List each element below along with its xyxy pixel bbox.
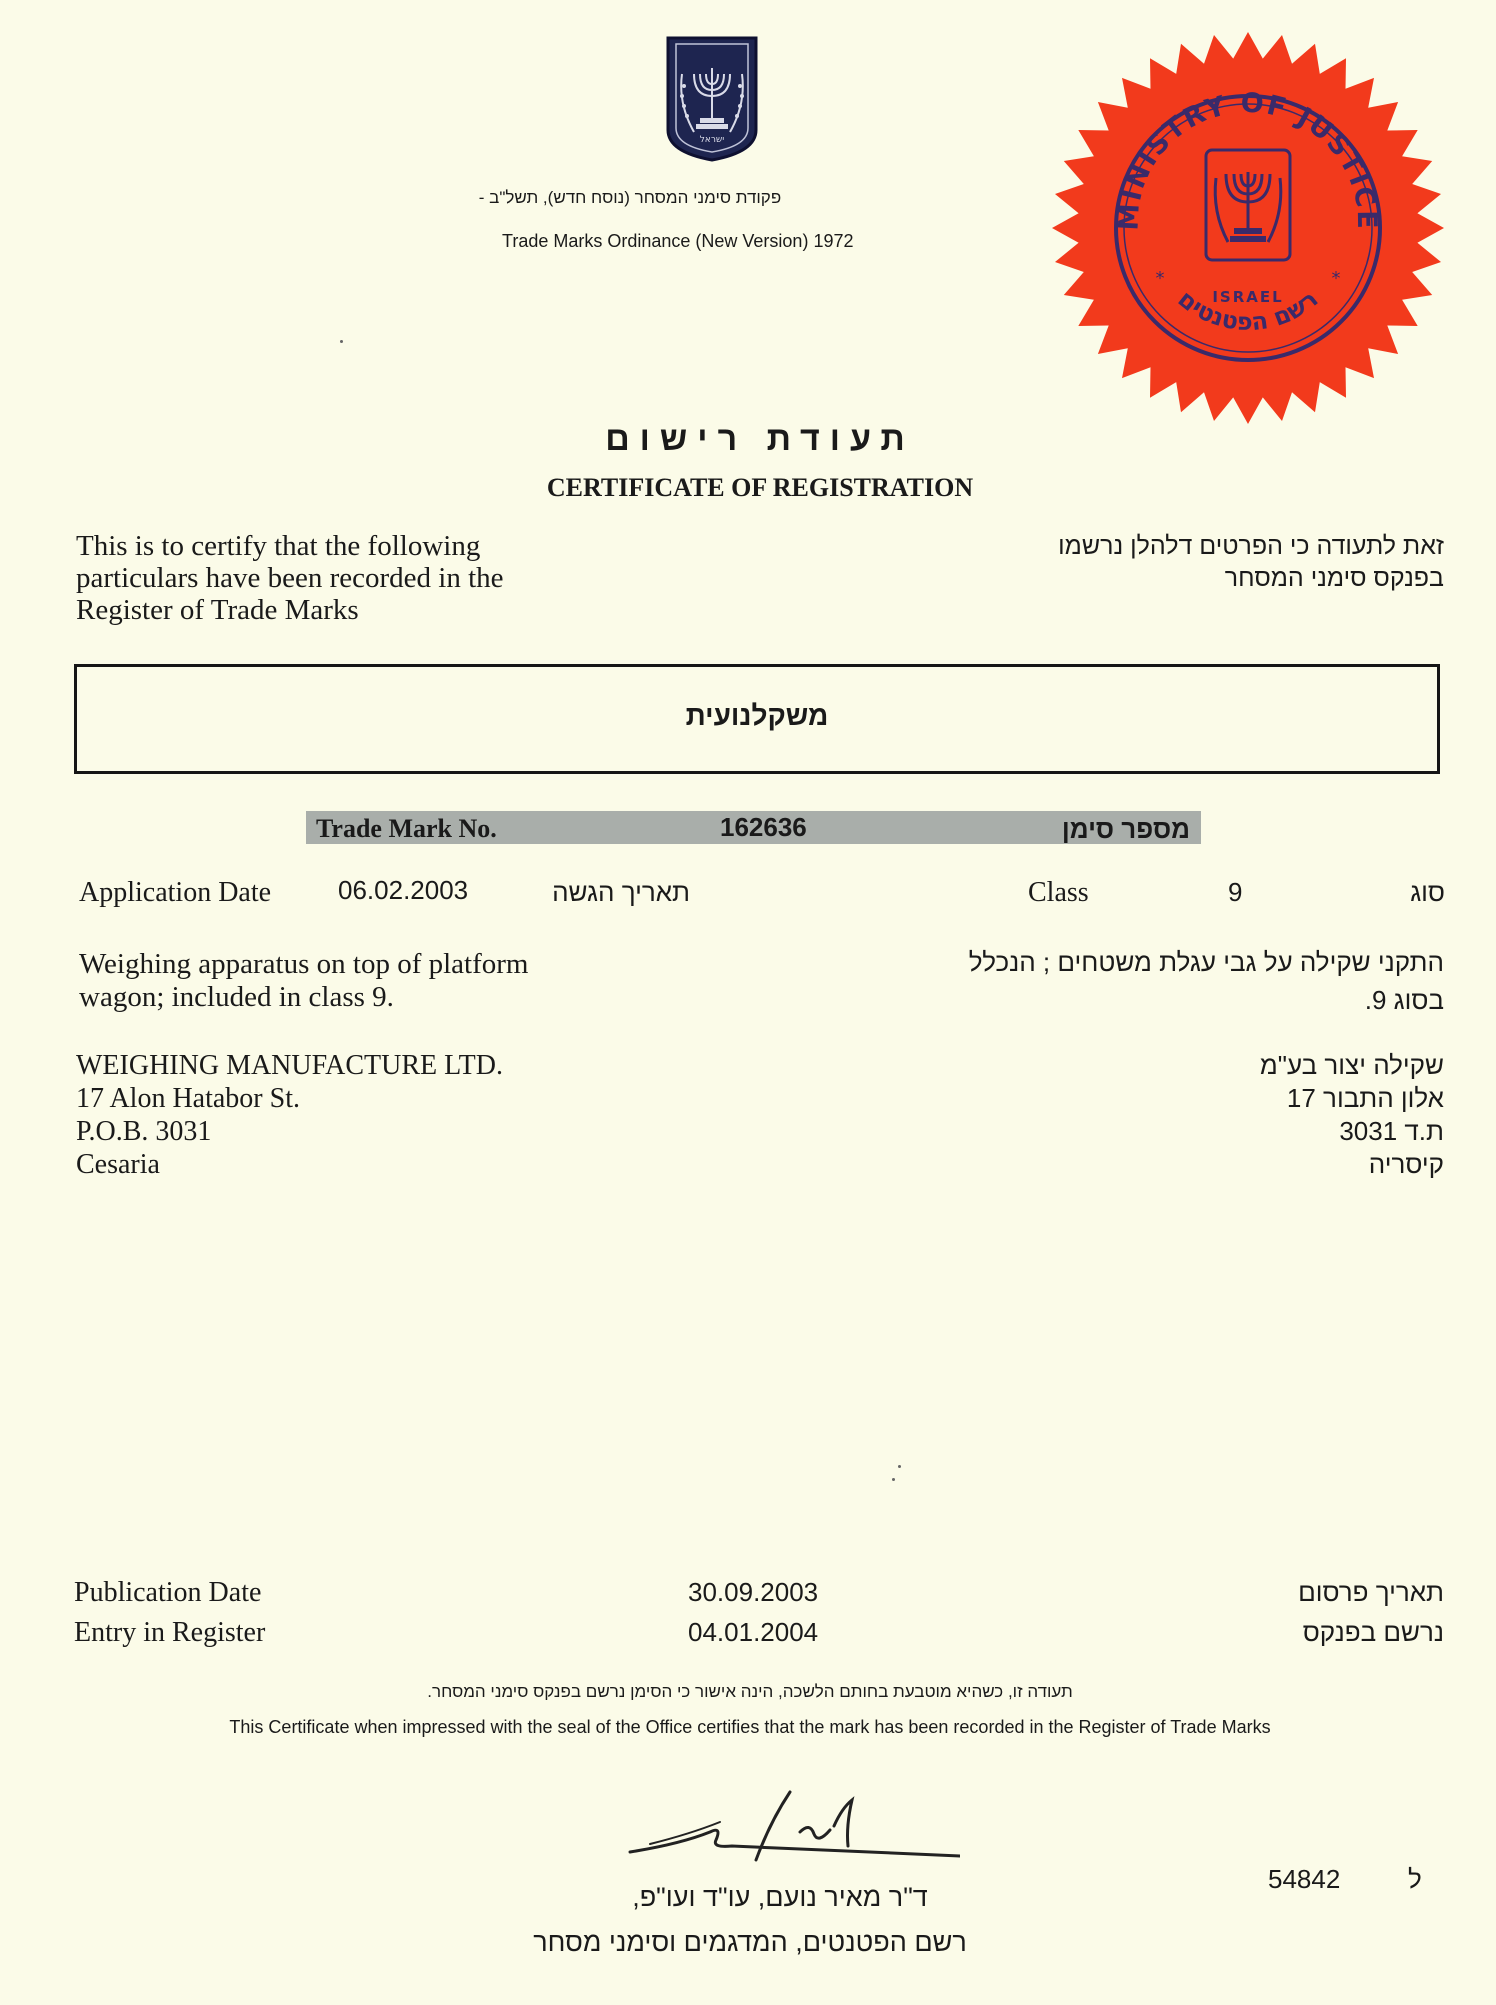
svg-text:*: * bbox=[1155, 268, 1165, 289]
owner-address-hebrew bbox=[944, 1049, 1444, 1181]
signatory-title: רשם הפטנטים, המדגמים וסימני מסחר bbox=[533, 1927, 967, 1957]
ordinance-hebrew: פקודת סימני המסחר (נוסח חדש), תשל"ב - bbox=[478, 188, 782, 207]
publication-date: 30.09.2003 bbox=[688, 1577, 819, 1607]
ministry-seal bbox=[1048, 28, 1448, 428]
publication-date-label-hebrew: תאריך פרסום bbox=[1298, 1577, 1444, 1607]
trade-mark-name: משקלנועית bbox=[685, 700, 829, 731]
handwritten-signature bbox=[620, 1782, 960, 1882]
certify-english-line: This is to certify that the following bbox=[76, 530, 481, 562]
entry-in-register-label: Entry in Register bbox=[74, 1617, 266, 1648]
state-emblem-icon bbox=[660, 34, 764, 164]
ordinance-english: Trade Marks Ordinance (New Version) 1972 bbox=[502, 231, 854, 251]
certify-english bbox=[76, 530, 636, 626]
entry-in-register-label-hebrew: נרשם בפנקס bbox=[1302, 1617, 1444, 1647]
scan-speck bbox=[340, 340, 343, 343]
goods-description-hebrew bbox=[744, 943, 1444, 1019]
scan-speck bbox=[898, 1465, 901, 1468]
goods-hebrew-line: בסוג 9. bbox=[1364, 985, 1444, 1015]
owner-english-line: WEIGHING MANUFACTURE LTD. bbox=[76, 1050, 503, 1081]
trade-mark-number-label-hebrew: מספר סימן bbox=[1061, 814, 1190, 844]
certify-hebrew-line: זאת לתעודה כי הפרטים דלהלן נרשמו bbox=[1058, 532, 1444, 560]
certify-hebrew-line: בפנקס סימני המסחר bbox=[1224, 564, 1444, 592]
emblem-caption: ישראל bbox=[699, 135, 725, 145]
trade-mark-number: 162636 bbox=[720, 812, 807, 842]
seal-bottom-hebrew: רשם הפטנטים bbox=[1172, 284, 1324, 337]
class-label-hebrew: סוג bbox=[1410, 877, 1445, 907]
application-date: 06.02.2003 bbox=[338, 875, 469, 905]
owner-hebrew-line: אלון התבור 17 bbox=[1286, 1083, 1444, 1113]
goods-english-line: wagon; included in class 9. bbox=[79, 981, 394, 1013]
goods-description-english bbox=[79, 948, 679, 1014]
owner-hebrew-line: ת.ד 3031 bbox=[1339, 1116, 1444, 1146]
title-hebrew: תעודת רישום bbox=[605, 420, 915, 458]
reference-number: 54842 bbox=[1268, 1864, 1341, 1894]
trade-mark-number-label: Trade Mark No. bbox=[316, 814, 497, 843]
certify-english-line: particulars have been recorded in the bbox=[76, 562, 504, 594]
owner-hebrew-line: קיסריה bbox=[1368, 1149, 1444, 1179]
seal-notice-english: This Certificate when impressed with the seal of the Office certifies that the mark has been recorded in the Register of Trade Marks bbox=[229, 1717, 1271, 1737]
entry-in-register-date: 04.01.2004 bbox=[688, 1617, 819, 1647]
owner-english-line: Cesaria bbox=[76, 1149, 160, 1180]
class-value: 9 bbox=[1228, 877, 1243, 907]
certify-english-line: Register of Trade Marks bbox=[76, 594, 359, 626]
scan-speck bbox=[892, 1478, 895, 1481]
seal-notice-hebrew: תעודה זו, כשהיא מוטבעת בחותם הלשכה, הינה אישור כי הסימן נרשם בפנקס סימני המסחר. bbox=[427, 1682, 1073, 1701]
goods-hebrew-line: התקני שקילה על גבי עגלת משטחים ; הנכלל bbox=[968, 947, 1444, 977]
reference-prefix-hebrew: ל bbox=[1408, 1864, 1422, 1894]
owner-address-english bbox=[76, 1049, 676, 1181]
owner-hebrew-line: שקילה יצור בע"מ bbox=[1259, 1050, 1444, 1080]
publication-date-label: Publication Date bbox=[74, 1577, 262, 1608]
application-date-label: Application Date bbox=[79, 877, 272, 908]
goods-english-line: Weighing apparatus on top of platform bbox=[79, 948, 529, 980]
certify-hebrew bbox=[884, 530, 1444, 594]
owner-english-line: 17 Alon Hatabor St. bbox=[76, 1083, 300, 1114]
svg-text:*: * bbox=[1331, 268, 1341, 289]
class-label: Class bbox=[1028, 877, 1089, 908]
title-english: CERTIFICATE OF REGISTRATION bbox=[546, 473, 974, 502]
seal-country: ISRAEL bbox=[1212, 288, 1284, 306]
seal-outer-text: MINISTRY OF JUSTICE bbox=[1113, 87, 1383, 232]
owner-english-line: P.O.B. 3031 bbox=[76, 1116, 212, 1147]
application-date-label-hebrew: תאריך הגשה bbox=[552, 877, 690, 907]
signatory-name: ד"ר מאיר נועם, עו"ד ועו"פ, bbox=[632, 1882, 928, 1912]
